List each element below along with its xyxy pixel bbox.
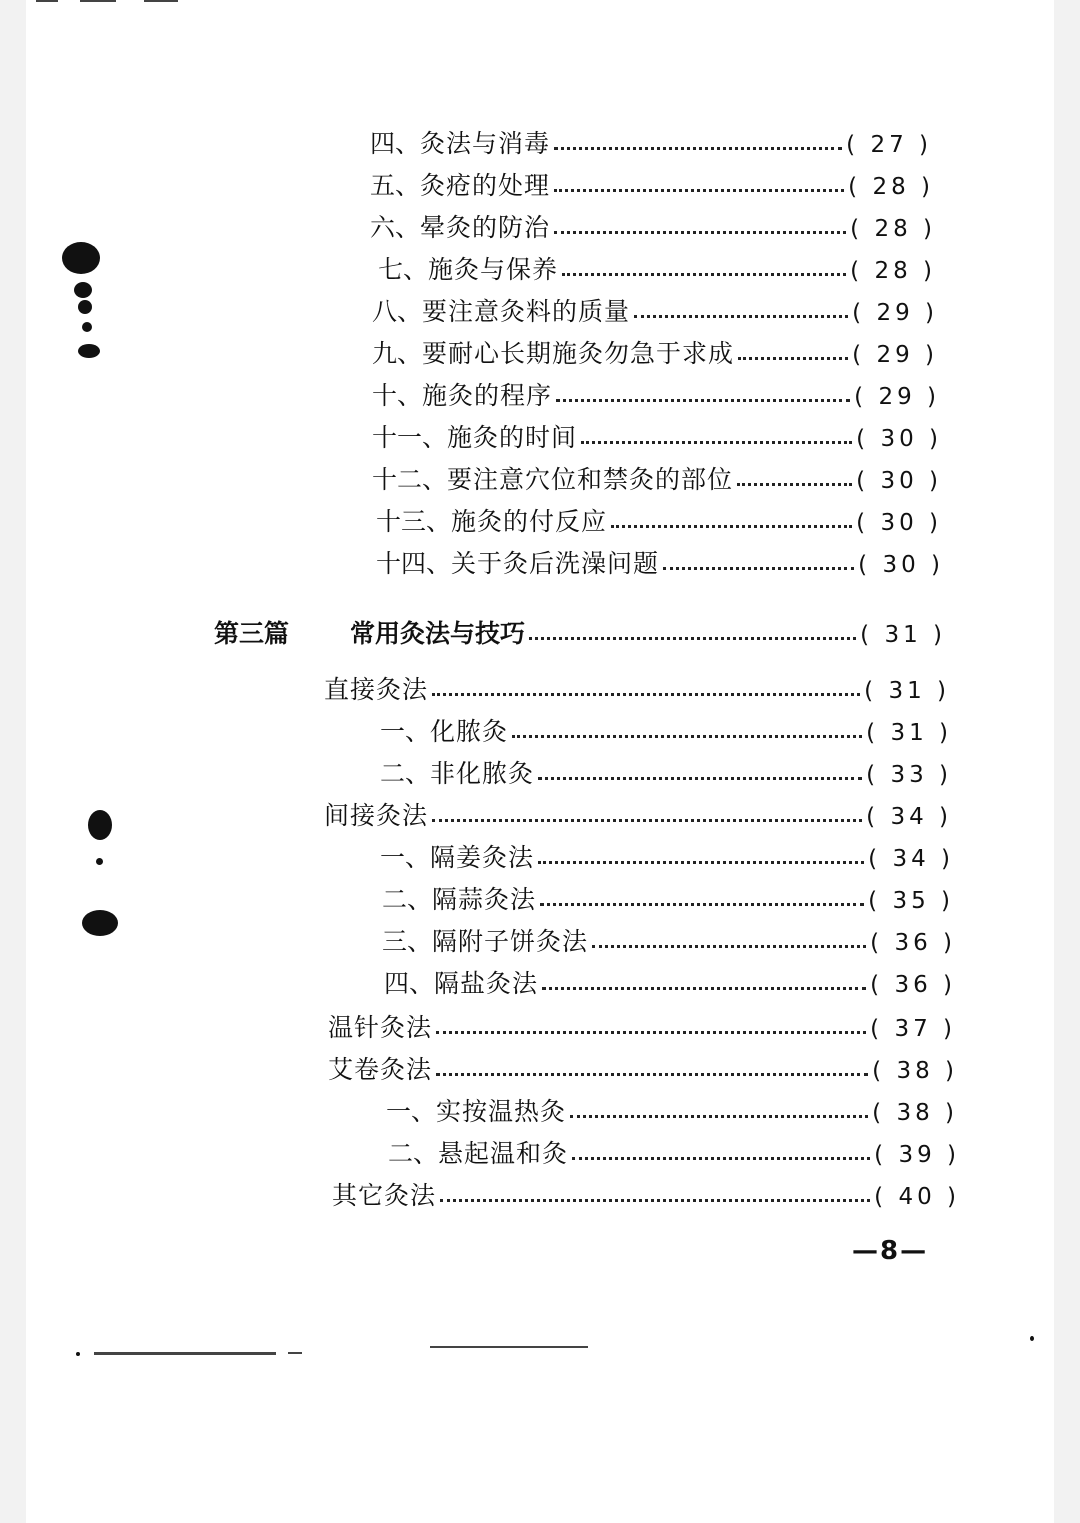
- toc-leader: [611, 525, 852, 528]
- binding-hole-blot: [78, 344, 100, 358]
- toc-leader: [581, 441, 852, 444]
- toc-leader: [432, 819, 862, 822]
- toc-row: [382, 884, 954, 917]
- toc-number: 十一、: [372, 423, 448, 452]
- toc-title: 悬起温和灸: [438, 1139, 569, 1168]
- toc-row: [386, 1096, 958, 1129]
- toc-page: ( 31 ): [860, 622, 946, 648]
- toc-page: ( 30 ): [856, 510, 942, 536]
- toc-leader: [592, 945, 866, 948]
- toc-page: ( 36 ): [870, 930, 956, 956]
- toc-title: 要注意穴位和禁灸的部位: [447, 465, 734, 494]
- part-label: 第三篇: [214, 619, 290, 648]
- toc-row: [372, 380, 940, 413]
- toc-number: 十、: [372, 381, 423, 410]
- toc-number: 五、: [370, 171, 421, 200]
- toc-number: 七、: [378, 255, 429, 284]
- toc-title: 非化脓灸: [430, 759, 535, 788]
- toc-page: ( 36 ): [870, 972, 956, 998]
- toc-row: [324, 800, 952, 833]
- toc-leader: [556, 399, 850, 402]
- toc-title: 隔附子饼灸法: [432, 927, 589, 956]
- toc-page: ( 34 ): [866, 804, 952, 830]
- toc-row: [370, 128, 932, 161]
- binding-hole-blot: [82, 322, 92, 332]
- toc-row: [382, 926, 956, 959]
- toc-title: 关于灸后洗澡问题: [451, 549, 660, 578]
- toc-page: ( 30 ): [856, 426, 942, 452]
- toc-number: 二、: [382, 885, 433, 914]
- toc-title: 温针灸法: [328, 1013, 433, 1042]
- toc-row: [372, 296, 938, 329]
- toc-leader: [738, 357, 848, 360]
- toc-page: ( 29 ): [852, 342, 938, 368]
- toc-title: 隔蒜灸法: [432, 885, 537, 914]
- scan-speck: [76, 1352, 80, 1356]
- toc-number: 十四、: [376, 549, 452, 578]
- toc-page: ( 30 ): [856, 468, 942, 494]
- scan-artifact-line: [94, 1352, 276, 1355]
- toc-row: [376, 506, 942, 539]
- scan-artifact-line: [80, 0, 116, 2]
- toc-page: ( 27 ): [846, 132, 932, 158]
- toc-row: [376, 548, 944, 581]
- toc-leader: [542, 987, 866, 990]
- toc-row: [332, 1180, 960, 1213]
- toc-row: [372, 338, 938, 371]
- scan-artifact-line: [144, 0, 178, 2]
- toc-number: 十二、: [372, 465, 448, 494]
- toc-title: 隔姜灸法: [430, 843, 535, 872]
- toc-number: 一、: [380, 843, 431, 872]
- scan-artifact-line: [430, 1346, 588, 1348]
- toc-title: 化脓灸: [430, 717, 509, 746]
- toc-leader: [538, 861, 864, 864]
- toc-number: 一、: [380, 717, 431, 746]
- binding-hole-blot: [78, 300, 92, 314]
- toc-page: ( 34 ): [868, 846, 954, 872]
- toc-title: 施灸的程序: [422, 381, 553, 410]
- toc-page: ( 30 ): [858, 552, 944, 578]
- toc-leader: [432, 693, 860, 696]
- toc-leader: [663, 567, 854, 570]
- toc-number: 八、: [372, 297, 423, 326]
- toc-title: 要注意灸料的质量: [422, 297, 631, 326]
- toc-row: [372, 422, 942, 455]
- toc-page: ( 40 ): [874, 1184, 960, 1210]
- scan-artifact-line: [36, 0, 58, 2]
- toc-page: ( 28 ): [848, 174, 934, 200]
- toc-row: [380, 716, 952, 749]
- toc-row: [324, 674, 950, 707]
- toc-row: [328, 1012, 956, 1045]
- toc-leader: [554, 147, 842, 150]
- binding-hole-blot: [62, 242, 100, 274]
- toc-leader: [512, 735, 862, 738]
- toc-row: [380, 842, 954, 875]
- toc-page: ( 31 ): [866, 720, 952, 746]
- toc-number: 三、: [382, 927, 433, 956]
- toc-title: 施灸的付反应: [451, 507, 608, 536]
- toc-row: [388, 1138, 960, 1171]
- scan-speck: [1030, 1336, 1034, 1341]
- toc-number: 十三、: [376, 507, 452, 536]
- toc-page: ( 37 ): [870, 1016, 956, 1042]
- toc-leader: [540, 903, 864, 906]
- scan-artifact-line: [288, 1352, 302, 1354]
- toc-title: 晕灸的防治: [420, 213, 551, 242]
- toc-leader: [436, 1031, 866, 1034]
- toc-row: [328, 1054, 958, 1087]
- toc-part-heading: [214, 618, 946, 651]
- toc-title: 直接灸法: [324, 675, 429, 704]
- toc-leader: [737, 483, 852, 486]
- page-number: —8—: [852, 1236, 929, 1266]
- toc-page: ( 35 ): [868, 888, 954, 914]
- document-page: [26, 0, 1054, 1523]
- toc-leader: [634, 315, 848, 318]
- toc-title: 灸法与消毒: [420, 129, 551, 158]
- toc-leader: [572, 1157, 870, 1160]
- toc-row: [372, 464, 942, 497]
- toc-title: 要耐心长期施灸勿急于求成: [422, 339, 735, 368]
- toc-number: 二、: [388, 1139, 439, 1168]
- toc-number: 六、: [370, 213, 421, 242]
- toc-number: 一、: [386, 1097, 437, 1126]
- toc-leader: [436, 1073, 868, 1076]
- toc-row: [380, 758, 952, 791]
- toc-row: [370, 170, 934, 203]
- toc-row: [370, 212, 936, 245]
- toc-number: 四、: [384, 969, 435, 998]
- toc-leader: [562, 273, 846, 276]
- toc-page: ( 33 ): [866, 762, 952, 788]
- toc-title: 间接灸法: [324, 801, 429, 830]
- toc-leader: [538, 777, 862, 780]
- toc-row: [384, 968, 956, 1001]
- toc-leader: [570, 1115, 868, 1118]
- toc-leader: [529, 637, 856, 640]
- part-title: 常用灸法与技巧: [350, 619, 526, 648]
- toc-page: ( 39 ): [874, 1142, 960, 1168]
- binding-hole-blot: [96, 858, 103, 865]
- toc-title: 实按温热灸: [436, 1097, 567, 1126]
- toc-page: ( 38 ): [872, 1058, 958, 1084]
- toc-title: 施灸的时间: [447, 423, 578, 452]
- toc-page: ( 28 ): [850, 258, 936, 284]
- toc-title: 隔盐灸法: [434, 969, 539, 998]
- toc-number: 九、: [372, 339, 423, 368]
- toc-page: ( 31 ): [864, 678, 950, 704]
- toc-leader: [440, 1199, 870, 1202]
- toc-leader: [554, 231, 846, 234]
- toc-page: ( 38 ): [872, 1100, 958, 1126]
- binding-hole-blot: [74, 282, 92, 298]
- toc-page: ( 29 ): [854, 384, 940, 410]
- binding-hole-blot: [82, 910, 118, 936]
- toc-number: 四、: [370, 129, 421, 158]
- toc-number: 二、: [380, 759, 431, 788]
- toc-page: ( 29 ): [852, 300, 938, 326]
- toc-title: 艾卷灸法: [328, 1055, 433, 1084]
- toc-title: 其它灸法: [332, 1181, 437, 1210]
- toc-title: 施灸与保养: [428, 255, 559, 284]
- toc-title: 灸疮的处理: [420, 171, 551, 200]
- toc-page: ( 28 ): [850, 216, 936, 242]
- toc-row: [378, 254, 936, 287]
- binding-hole-blot: [88, 810, 112, 840]
- toc-leader: [554, 189, 844, 192]
